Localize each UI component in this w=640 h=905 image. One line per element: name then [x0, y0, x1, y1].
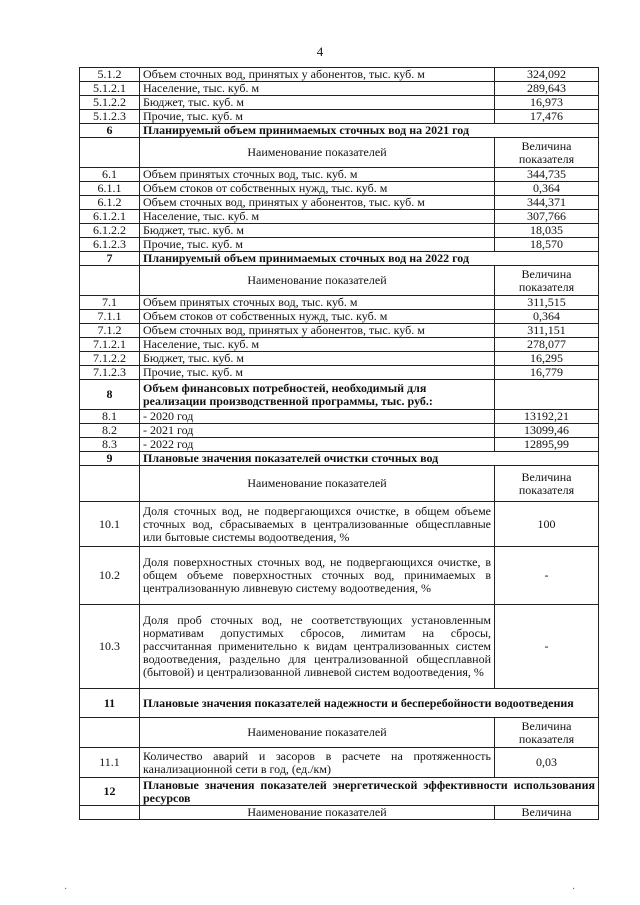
- row-number: 6.1.2: [80, 196, 140, 210]
- table-row: [80, 210, 599, 224]
- row-name: Объем стоков от собственных нужд, тыс. куб. м: [140, 310, 495, 324]
- table-row: [80, 718, 599, 748]
- row-name: Доля сточных вод, не подвергающихся очистке, в общем объеме сточных вод, сбрасываемых в централизованные общесплавные или бытовые системы водоотведения, %: [140, 502, 495, 547]
- table-row: [80, 138, 599, 168]
- table-row: [80, 806, 599, 820]
- row-value: -: [495, 605, 599, 689]
- table-row: [80, 689, 599, 718]
- table-row: [80, 266, 599, 296]
- table-row: [80, 748, 599, 778]
- table-row: [80, 182, 599, 196]
- row-value: 18,035: [495, 224, 599, 238]
- row-value: 311,151: [495, 324, 599, 338]
- row-name: Доля поверхностных сточных вод, не подвергающихся очистке, в общем объеме поверхностных сточных вод, принимаемых в централизованную ливневую систему водоотведения, %: [140, 547, 495, 605]
- section-title: Объем финансовых потребностей, необходимый для реализации производственной программы, тыс. руб.:: [140, 380, 495, 410]
- row-value: 307,766: [495, 210, 599, 224]
- row-name: Население, тыс. куб. м: [140, 210, 495, 224]
- section-number: 6: [80, 124, 140, 138]
- row-number: 8.2: [80, 424, 140, 438]
- header-name: Наименование показателей: [140, 806, 495, 820]
- row-value: 12895,99: [495, 438, 599, 452]
- row-name: Объем принятых сточных вод, тыс. куб. м: [140, 168, 495, 182]
- row-name: Бюджет, тыс. куб. м: [140, 96, 495, 110]
- header-value: Величина показателя: [495, 718, 599, 748]
- row-value: 0,364: [495, 182, 599, 196]
- row-number: 10.1: [80, 502, 140, 547]
- row-value: 16,973: [495, 96, 599, 110]
- section-number: 7: [80, 252, 140, 266]
- header-name: Наименование показателей: [140, 266, 495, 296]
- section-number: 11: [80, 689, 140, 718]
- row-value: 13099,46: [495, 424, 599, 438]
- row-name: Население, тыс. куб. м: [140, 82, 495, 96]
- row-value: 16,295: [495, 352, 599, 366]
- row-name: Население, тыс. куб. м: [140, 338, 495, 352]
- row-number: 6.1: [80, 168, 140, 182]
- row-name: Количество аварий и засоров в расчете на протяженность канализационной сети в год, (ед./км): [140, 748, 495, 778]
- header-name: Наименование показателей: [140, 718, 495, 748]
- row-value: 311,515: [495, 296, 599, 310]
- row-name: Прочие, тыс. куб. м: [140, 238, 495, 252]
- row-value: 18,570: [495, 238, 599, 252]
- row-name: Объем принятых сточных вод, тыс. куб. м: [140, 296, 495, 310]
- row-value: 16,779: [495, 366, 599, 380]
- header-name: Наименование показателей: [140, 466, 495, 502]
- row-number: 10.3: [80, 605, 140, 689]
- table-row: [80, 110, 599, 124]
- section-title: Плановые значения показателей надежности и бесперебойности водоотведения: [140, 689, 599, 718]
- header-value: Величина: [495, 806, 599, 820]
- row-number: 6.1.2.3: [80, 238, 140, 252]
- row-name: Прочие, тыс. куб. м: [140, 366, 495, 380]
- row-name: - 2022 год: [140, 438, 495, 452]
- scan-mark: ·: [572, 884, 576, 895]
- row-number: 8.1: [80, 410, 140, 424]
- row-number: 5.1.2.3: [80, 110, 140, 124]
- row-number: 7.1.2.2: [80, 352, 140, 366]
- production-program-table: [79, 67, 599, 820]
- table-row: [80, 605, 599, 689]
- row-name: Бюджет, тыс. куб. м: [140, 224, 495, 238]
- row-name: Прочие, тыс. куб. м: [140, 110, 495, 124]
- row-number: 10.2: [80, 547, 140, 605]
- row-value: 324,092: [495, 68, 599, 82]
- row-number: 5.1.2.2: [80, 96, 140, 110]
- section-number: 9: [80, 452, 140, 466]
- table-row: [80, 380, 599, 410]
- empty-cell: [495, 380, 599, 410]
- row-name: Объем стоков от собственных нужд, тыс. куб. м: [140, 182, 495, 196]
- row-number: 7.1.1: [80, 310, 140, 324]
- section-title: Плановые значения показателей энергетической эффективности использования ресурсов: [140, 778, 599, 806]
- table-row: [80, 778, 599, 806]
- table-row: [80, 352, 599, 366]
- row-number: 11.1: [80, 748, 140, 778]
- table-row: [80, 196, 599, 210]
- section-title: Планируемый объем принимаемых сточных вод на 2022 год: [140, 252, 599, 266]
- table-row: [80, 310, 599, 324]
- row-value: 0,03: [495, 748, 599, 778]
- table-row: [80, 466, 599, 502]
- row-name: Доля проб сточных вод, не соответствующих установленным нормативам допустимых сбросов, лимитам на сбросы, рассчитанная применительно к видам централизованных систем водоотведения, раздельно для централизованной общесплавной (бытовой) и централизованной ливневой систем водоотведения, %: [140, 605, 495, 689]
- row-name: Бюджет, тыс. куб. м: [140, 352, 495, 366]
- row-value: 13192,21: [495, 410, 599, 424]
- row-number: 7.1: [80, 296, 140, 310]
- row-number: 5.1.2: [80, 68, 140, 82]
- row-name: Объем сточных вод, принятых у абонентов, тыс. куб. м: [140, 324, 495, 338]
- table-row: [80, 82, 599, 96]
- row-number: 5.1.2.1: [80, 82, 140, 96]
- row-number: 6.1.2.1: [80, 210, 140, 224]
- table-row: [80, 366, 599, 380]
- row-value: 17,476: [495, 110, 599, 124]
- empty-cell: [80, 138, 140, 168]
- row-value: 344,371: [495, 196, 599, 210]
- row-number: 6.1.2.2: [80, 224, 140, 238]
- section-number: 8: [80, 380, 140, 410]
- row-number: 6.1.1: [80, 182, 140, 196]
- row-value: 278,077: [495, 338, 599, 352]
- row-number: 7.1.2.3: [80, 366, 140, 380]
- section-number: 12: [80, 778, 140, 806]
- table-row: [80, 410, 599, 424]
- header-value: Величина показателя: [495, 266, 599, 296]
- header-value: Величина показателя: [495, 138, 599, 168]
- empty-cell: [80, 466, 140, 502]
- empty-cell: [80, 266, 140, 296]
- table-row: [80, 168, 599, 182]
- table-row: [80, 324, 599, 338]
- section-title: Планируемый объем принимаемых сточных вод на 2021 год: [140, 124, 599, 138]
- table-row: [80, 547, 599, 605]
- table-row: [80, 96, 599, 110]
- row-name: Объем сточных вод, принятых у абонентов, тыс. куб. м: [140, 68, 495, 82]
- row-value: 289,643: [495, 82, 599, 96]
- row-number: 8.3: [80, 438, 140, 452]
- row-name: - 2020 год: [140, 410, 495, 424]
- table-row: [80, 438, 599, 452]
- table-row: [80, 252, 599, 266]
- row-number: 7.1.2: [80, 324, 140, 338]
- row-value: 100: [495, 502, 599, 547]
- row-name: Объем сточных вод, принятых у абонентов, тыс. куб. м: [140, 196, 495, 210]
- scan-mark: ·: [64, 884, 68, 895]
- empty-cell: [80, 806, 140, 820]
- row-name: - 2021 год: [140, 424, 495, 438]
- empty-cell: [80, 718, 140, 748]
- table-row: [80, 238, 599, 252]
- table-row: [80, 452, 599, 466]
- section-title: Плановые значения показателей очистки сточных вод: [140, 452, 599, 466]
- table-row: [80, 338, 599, 352]
- table-row: [80, 296, 599, 310]
- row-value: 344,735: [495, 168, 599, 182]
- table-row: [80, 502, 599, 547]
- header-value: Величина показателя: [495, 466, 599, 502]
- row-value: -: [495, 547, 599, 605]
- table-row: [80, 124, 599, 138]
- row-value: 0,364: [495, 310, 599, 324]
- row-number: 7.1.2.1: [80, 338, 140, 352]
- table-row: [80, 424, 599, 438]
- page-number: 4: [316, 44, 324, 59]
- table-body: [80, 68, 599, 820]
- table-row: [80, 224, 599, 238]
- table-row: [80, 68, 599, 82]
- header-name: Наименование показателей: [140, 138, 495, 168]
